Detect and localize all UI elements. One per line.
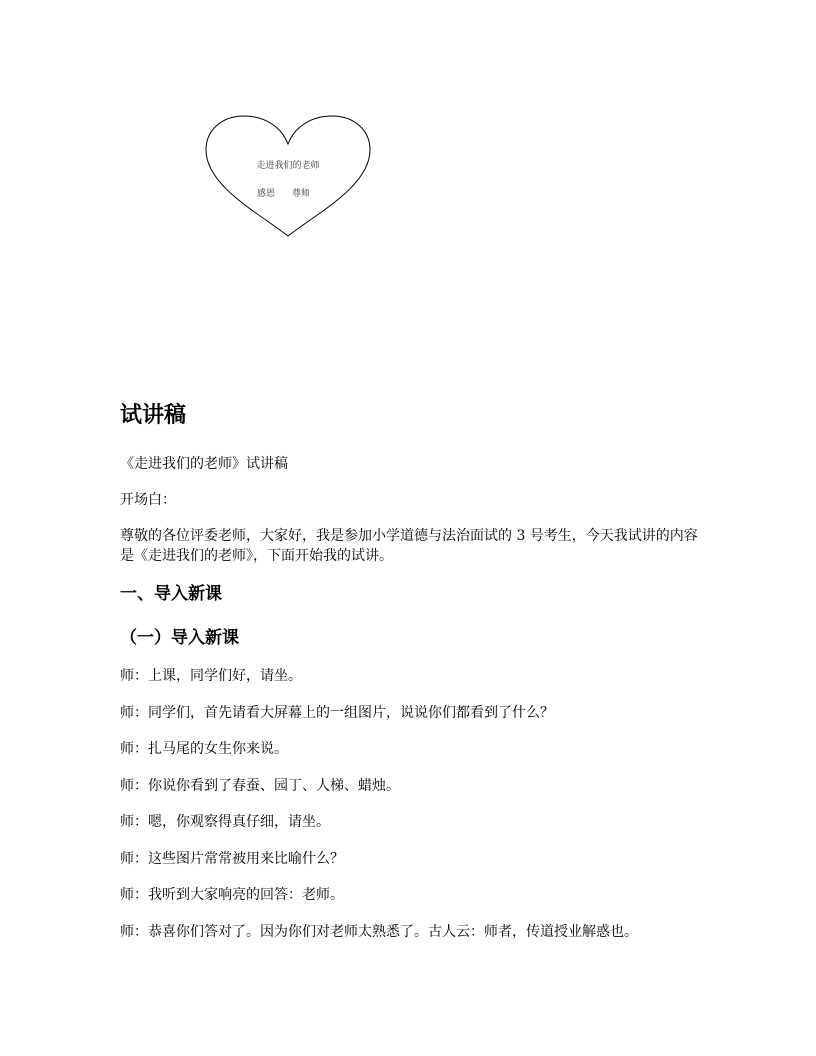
document-body (120, 400, 720, 958)
dialogue-line: 师：上课，同学们好，请坐。 (120, 668, 302, 684)
heart-subtitle-left: 感恩 (257, 189, 276, 199)
heart-shape-icon (200, 110, 376, 242)
heart-figure (200, 110, 376, 242)
opening-text: 尊敬的各位评委老师，大家好，我是参加小学道德与法治面试的 3 号考生，今天我试讲的内容是《走进我们的老师》，下面开始我的试讲。 (120, 528, 698, 564)
dialogue-line: 师：扎马尾的女生你来说。 (120, 741, 288, 757)
opening-label: 开场白： (120, 492, 176, 508)
dialogue-line: 师：你说你看到了春蚕、园丁、人梯、蜡烛。 (120, 777, 400, 794)
dialogue-line: 师：这些图片常常被用来比喻什么？ (120, 850, 344, 867)
dialogue-line: 师：我听到大家响亮的回答：老师。 (120, 887, 344, 903)
document-subtitle: 《走进我们的老师》试讲稿 (120, 456, 288, 472)
heart-subtitle-right: 尊师 (292, 189, 311, 199)
heart-title: 走进我们的老师 (256, 161, 320, 171)
dialogue-line: 师：恭喜你们答对了。因为你们对老师太熟悉了。古人云：师者，传道授业解惑也。 (120, 923, 638, 940)
dialogue-line: 师：同学们，首先请看大屏幕上的一组图片，说说你们都看到了什么？ (120, 704, 554, 721)
page-title: 试讲稿 (120, 403, 187, 428)
section-heading: 一、导入新课 (120, 584, 222, 604)
dialogue-line: 师：嗯，你观察得真仔细，请坐。 (120, 814, 330, 830)
subsection-heading: （一）导入新课 (120, 628, 239, 648)
